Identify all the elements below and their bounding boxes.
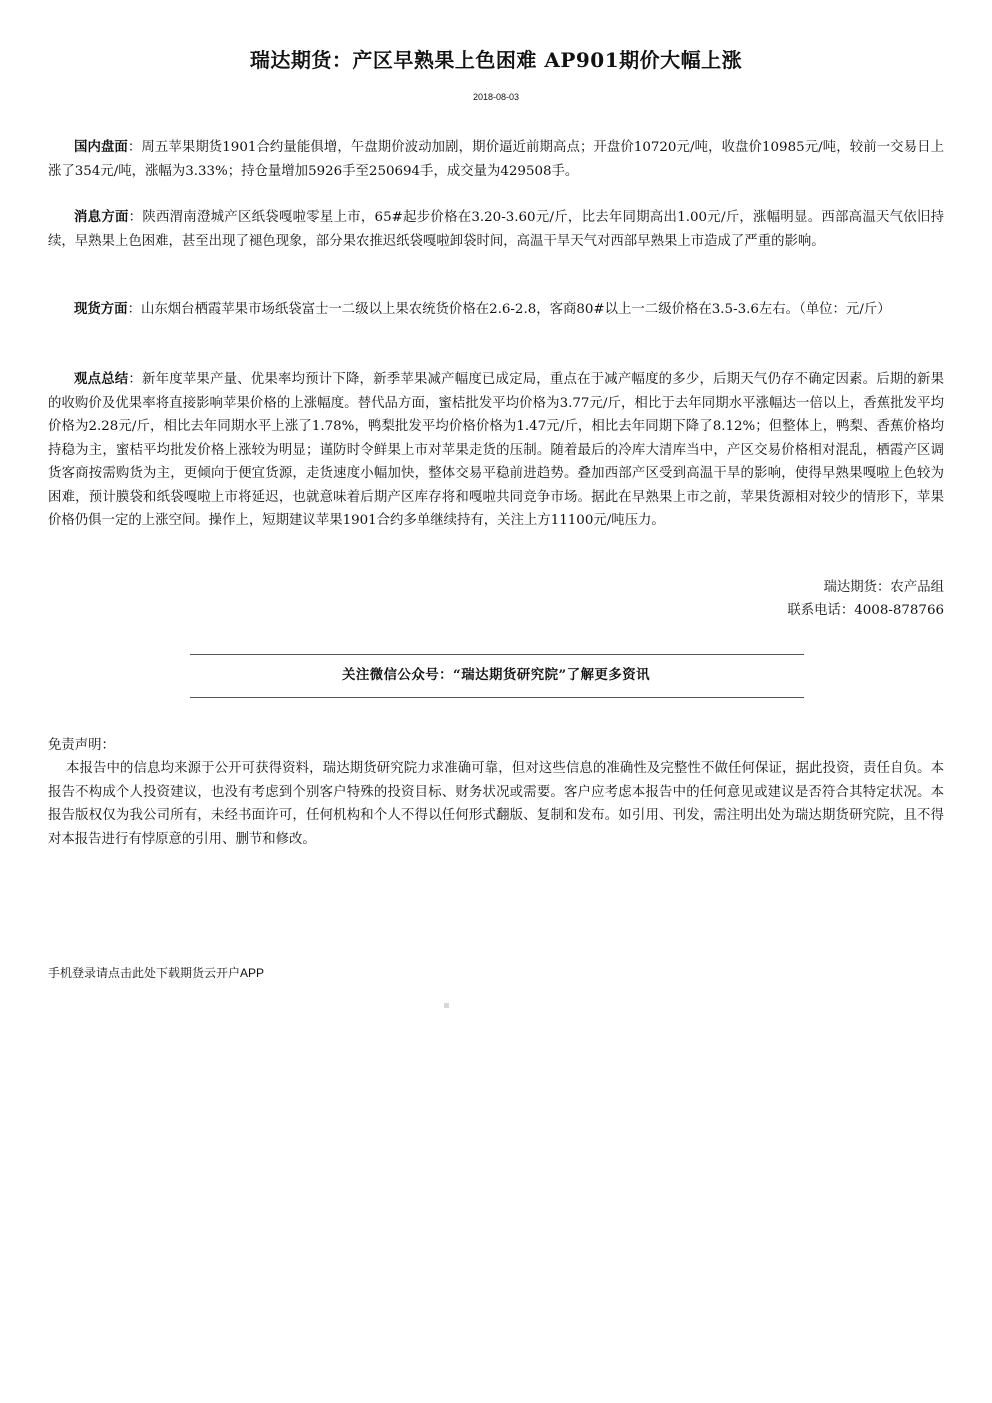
section-spot	[48, 298, 944, 322]
signature-department: 瑞达期货：农产品组	[823, 580, 944, 595]
app-download-link[interactable]: 手机登录请点击此处下载期货云开户APP	[48, 966, 265, 980]
section-news	[48, 206, 944, 253]
section-text: 周五苹果期货1901合约量能俱增，午盘期价波动加剧，期价逼近前期高点；开盘价10720元/吨，收盘价10985元/吨，较前一交易日上涨了354元/吨，涨幅为3.33%；持仓量增加5926手至250694手，成交量为429508手。	[48, 140, 945, 179]
section-domestic-market	[48, 136, 944, 183]
disclaimer-body: 本报告中的信息均来源于公开可获得资料，瑞达期货研究院力求准确可靠，但对这些信息的准确性及完整性不做任何保证，据此投资，责任自负。本报告不构成个人投资建议，也没有考虑到个别客户特殊的投资目标、财务状况或需要。客户应考虑本报告中的任何意见或建议是否符合其特定状况。本报告版权仅为我公司所有，未经书面许可，任何机构和个人不得以任何形式翻版、复制和发布。如引用、刊发，需注明出处为瑞达期货研究院，且不得对本报告进行有悖原意的引用、删节和修改。	[48, 761, 944, 847]
section-text: 陕西渭南澄城产区纸袋嘎啦零星上市，65#起步价格在3.20-3.60元/斤，比去年同期高出1.00元/斤，涨幅明显。西部高温天气依旧持续，早熟果上色困难，甚至出现了褪色现象，部分果农推迟纸袋嘎啦卸袋时间，高温干旱天气对西部早熟果上市造成了严重的影响。	[48, 210, 945, 249]
section-text: 山东烟台栖霞苹果市场纸袋富士一二级以上果农统货价格在2.6-2.8，客商80#以上一二级价格在3.5-3.6左右。（单位：元/斤）	[140, 302, 891, 317]
section-separator: ：	[127, 140, 142, 155]
report-title: 瑞达期货：产区早熟果上色困难 AP901期价大幅上涨	[249, 48, 743, 72]
signature-phone: 联系电话：4008-878766	[787, 603, 944, 618]
section-separator: ：	[128, 372, 142, 387]
image-placeholder	[444, 1003, 449, 1008]
section-summary	[48, 368, 944, 533]
report-date: 2018-08-03	[472, 92, 520, 102]
divider-top	[190, 654, 804, 655]
divider-bottom	[190, 697, 804, 698]
section-label: 现货方面	[74, 301, 128, 317]
section-label: 消息方面	[74, 209, 129, 225]
section-label: 观点总结	[74, 371, 129, 387]
section-separator: ：	[127, 302, 141, 317]
wechat-follow-notice: 关注微信公众号：“瑞达期货研究院”了解更多资讯	[341, 667, 651, 683]
section-separator: ：	[128, 210, 143, 225]
section-label: 国内盘面	[74, 139, 128, 155]
disclaimer-title: 免责声明：	[48, 738, 115, 753]
section-text: 新年度苹果产量、优果率均预计下降，新季苹果减产幅度已成定局，重点在于减产幅度的多少，后期天气仍存不确定因素。后期的新果的收购价及优果率将直接影响苹果价格的上涨幅度。替代品方面，蜜桔批发平均价格为3.77元/斤，相比于去年同期水平涨幅达一倍以上，香蕉批发平均价格为2.28元/斤，相比去年同期水平上涨了1.78%，鸭梨批发平均价格价格为1.47元/斤，相比去年同期下降了8.12%；但整体上，鸭梨、香蕉价格均持稳为主，蜜桔平均批发价格上涨较为明显；谨防时令鲜果上市对苹果走货的压制。随着最后的冷库大清库当中，产区交易价格相对混乱，栖霞产区调货客商按需购货为主，更倾向于便宜货源，走货速度小幅加快，整体交易平稳前进趋势。叠加西部产区受到高温干旱的影响，使得早熟果嘎啦上色较为困难，预计膜袋和纸袋嘎啦上市将延迟，也就意味着后期产区库存将和嘎啦共同竞争市场。据此在早熟果上市之前，苹果货源相对较少的情形下，苹果价格仍俱一定的上涨空间。操作上，短期建议苹果1901合约多单继续持有，关注上方11100元/吨压力。	[48, 372, 945, 528]
